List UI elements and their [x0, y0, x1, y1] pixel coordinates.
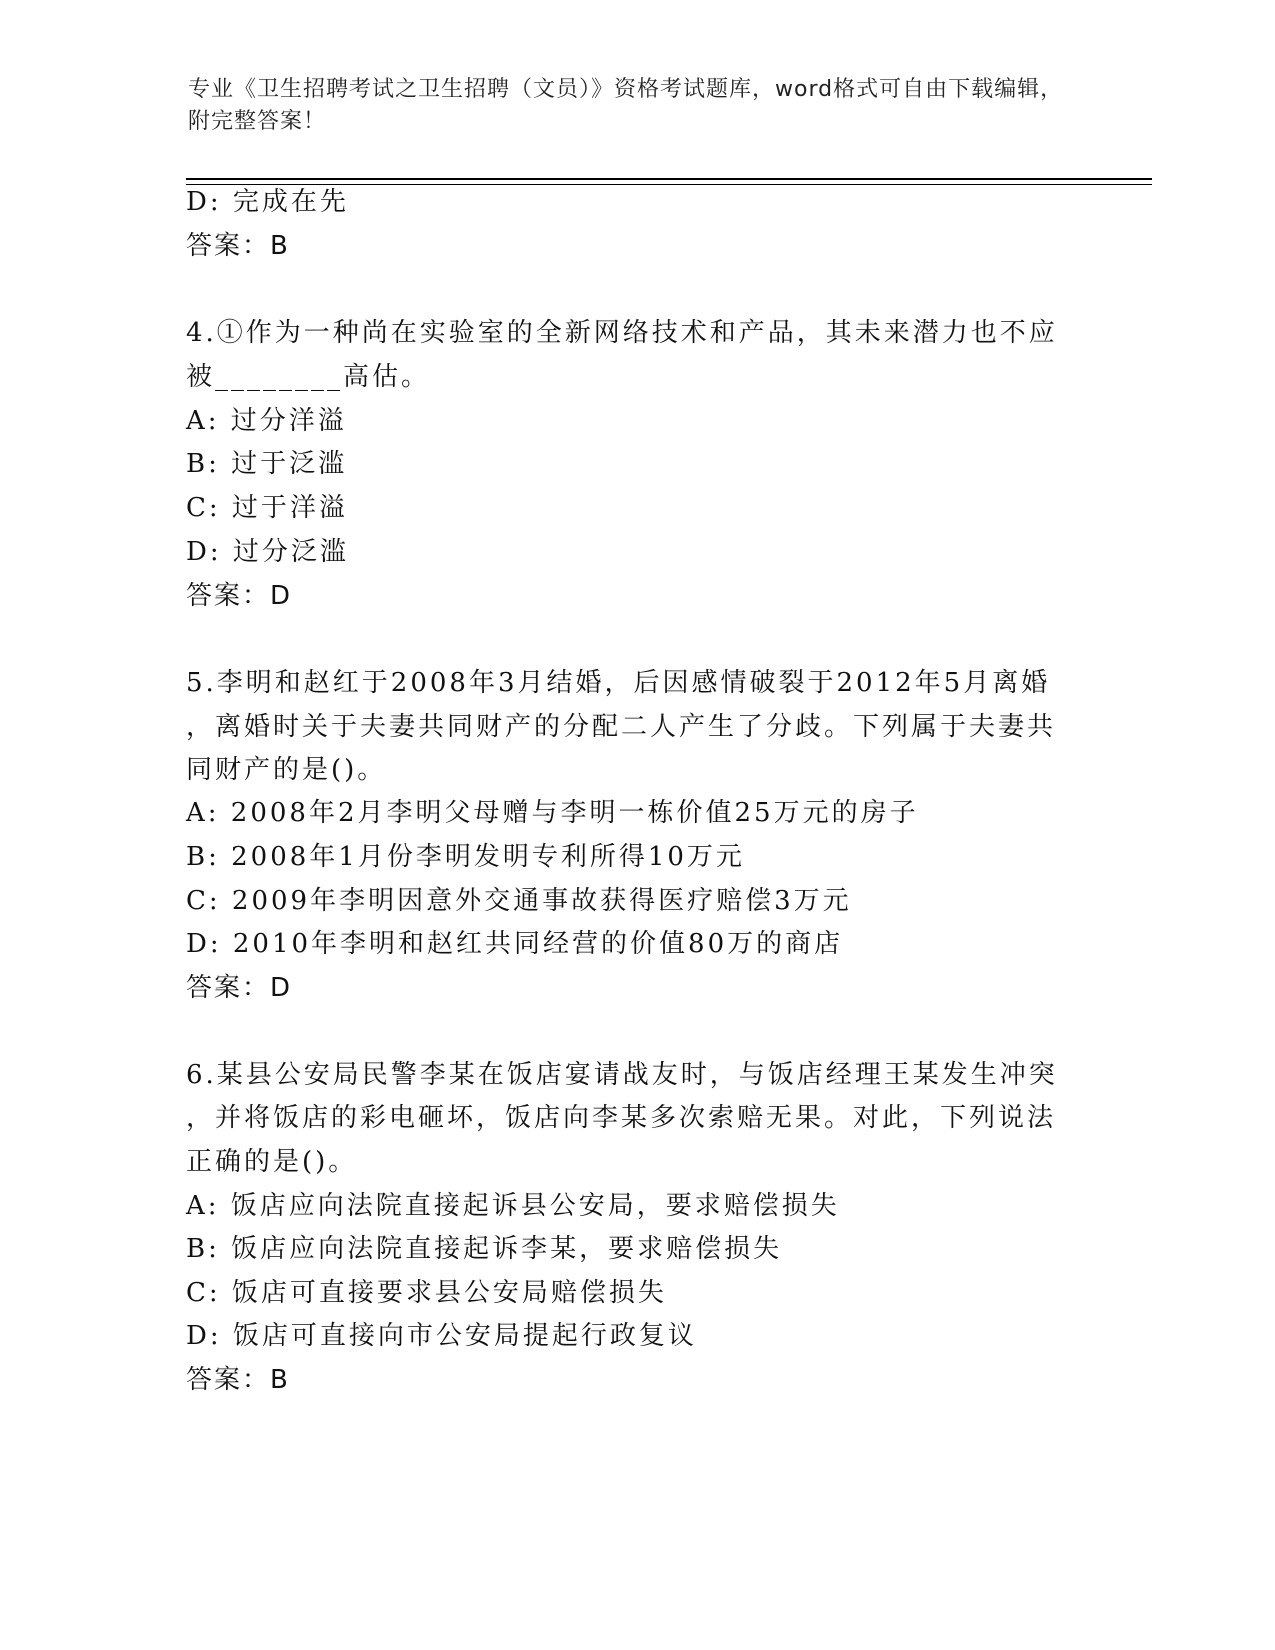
question-stem: 同财产的是()。 [186, 755, 387, 785]
page-header: 专业《卫生招聘考试之卫生招聘（文员）》资格考试题库，word格式可自由下载编辑，附完整答案！ [188, 77, 1064, 134]
answer-line: 答案：D [186, 581, 293, 611]
question-stem: ，并将饭店的彩电砸坏，饭店向李某多次索赔无果。对此，下列说法 [186, 1103, 1057, 1133]
option-d: D: 2010年李明和赵红共同经营的价值80万的商店 [186, 929, 844, 959]
option-b: B: 饭店应向法院直接起诉李某，要求赔偿损失 [186, 1234, 783, 1264]
option-a: A: 过分洋溢 [186, 406, 347, 436]
option-b: B: 过于泛滥 [186, 449, 348, 479]
option-c: C: 2009年李明因意外交通事故获得医疗赔偿3万元 [186, 886, 852, 916]
option-d: D: 饭店可直接向市公安局提起行政复议 [186, 1321, 697, 1351]
option-a: A: 饭店应向法院直接起诉县公安局，要求赔偿损失 [186, 1191, 840, 1221]
answer-line: 答案：B [186, 1365, 290, 1395]
question-stem: 5.李明和赵红于2008年3月结婚，后因感情破裂于2012年5月离婚 [186, 668, 1051, 698]
option-d: D: 过分泛滥 [186, 537, 349, 567]
question-stem: 6.某县公安局民警李某在饭店宴请战友时，与饭店经理王某发生冲突 [186, 1060, 1058, 1090]
option-b: B: 2008年1月份李明发明专利所得10万元 [186, 842, 745, 872]
answer-line: 答案：B [186, 231, 290, 261]
question-stem: 被________高估。 [186, 362, 431, 392]
header-divider [186, 178, 1152, 180]
option-d: D: 完成在先 [186, 187, 349, 217]
question-stem: 4.①作为一种尚在实验室的全新网络技术和产品，其未来潜力也不应 [186, 318, 1058, 348]
question-stem: ，离婚时关于夫妻共同财产的分配二人产生了分歧。下列属于夫妻共 [186, 712, 1057, 742]
option-a: A: 2008年2月李明父母赠与李明一栋价值25万元的房子 [186, 798, 919, 828]
option-c: C: 过于洋溢 [186, 493, 348, 523]
option-c: C: 饭店可直接要求县公安局赔偿损失 [186, 1278, 667, 1308]
question-stem: 正确的是()。 [186, 1147, 358, 1177]
answer-line: 答案：D [186, 973, 293, 1003]
